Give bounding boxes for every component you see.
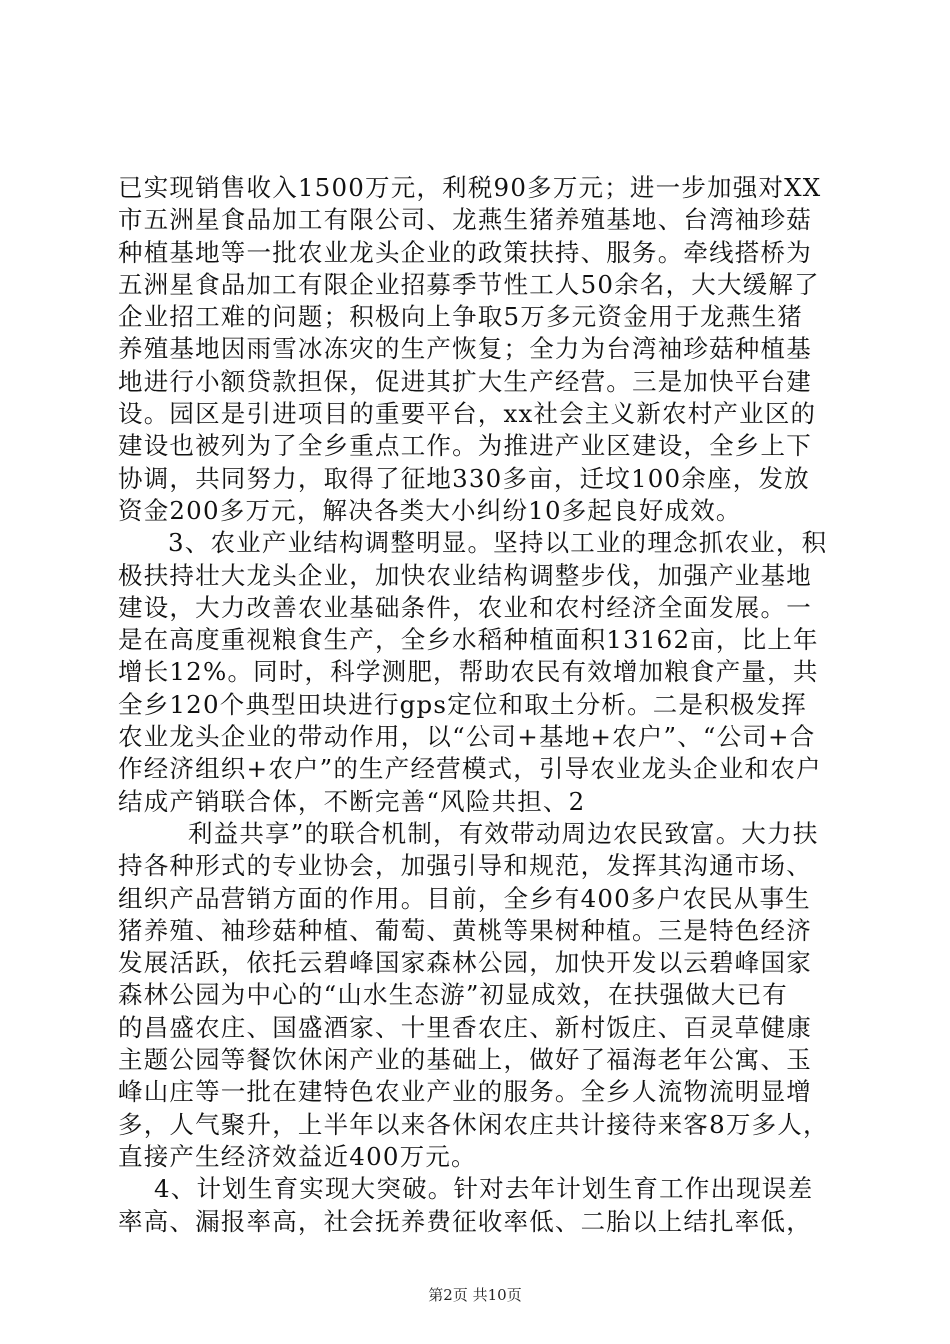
text-line: 已实现销售收入1500万元，利税90多万元；进一步加强对XX xyxy=(118,173,822,202)
text-line: 种植基地等一批农业龙头企业的政策扶持、服务。牵线搭桥为 xyxy=(118,237,812,267)
text-line: 建设也被列为了全乡重点工作。为推进产业区建设，全乡上下 xyxy=(118,431,812,461)
text-line: 极扶持壮大龙头企业，加快农业结构调整步伐，加强产业基地 xyxy=(118,560,812,590)
page-number-footer: 第2页 共10页 xyxy=(428,1286,522,1304)
text-line: 设。园区是引进项目的重要平台，xx社会主义新农村产业区的 xyxy=(118,399,817,429)
text-line: 养殖基地因雨雪冰冻灾的生产恢复；全力为台湾袖珍菇种植基 xyxy=(118,334,812,364)
text-line: 直接产生经济效益近400万元。 xyxy=(118,1141,477,1171)
body-text xyxy=(118,172,838,1238)
text-line: 发展活跃，依托云碧峰国家森林公园，加快开发以云碧峰国家 xyxy=(118,948,812,978)
text-line: 地进行小额贷款担保，促进其扩大生产经营。三是加快平台建 xyxy=(118,366,812,396)
text-line: 市五洲星食品加工有限公司、龙燕生猪养殖基地、台湾袖珍菇 xyxy=(118,205,812,235)
text-line: 的昌盛农庄、国盛酒家、十里香农庄、新村饭庄、百灵草健康 xyxy=(118,1012,812,1042)
text-line: 多，人气聚升，上半年以来各休闲农庄共计接待来客8万多人， xyxy=(118,1109,829,1139)
paragraph-3-start: 3、农业产业结构调整明显。坚持以工业的理念抓农业，积 xyxy=(168,528,828,558)
text-line: 是在高度重视粮食生产，全乡水稻种植面积13162亩，比上年 xyxy=(118,625,819,655)
text-line: 作经济组织+农户”的生产经营模式，引导农业龙头企业和农户 xyxy=(118,754,822,784)
text-line: 农业龙头企业的带动作用，以“公司+基地+农户”、“公司+合 xyxy=(118,722,816,752)
text-line: 持各种形式的专业协会，加强引导和规范，发挥其沟通市场、 xyxy=(118,851,812,881)
text-line: 资金200多万元，解决各类大小纠纷10多起良好成效。 xyxy=(118,495,742,525)
text-line: 主题公园等餐饮休闲产业的基础上，做好了福海老年公寓、玉 xyxy=(118,1045,812,1075)
text-line: 五洲星食品加工有限企业招募季节性工人50余名，大大缓解了 xyxy=(118,269,820,299)
text-line: 建设，大力改善农业基础条件，农业和农村经济全面发展。一 xyxy=(118,592,812,622)
text-line: 企业招工难的问题；积极向上争取5万多元资金用于龙燕生猪 xyxy=(118,302,803,332)
text-line: 增长12%。同时，科学测肥，帮助农民有效增加粮食产量，共 xyxy=(118,657,819,687)
text-line: 组织产品营销方面的作用。目前，全乡有400多户农民从事生 xyxy=(118,883,811,913)
text-line: 峰山庄等一批在建特色农业产业的服务。全乡人流物流明显增 xyxy=(118,1077,812,1107)
text-line: 率高、漏报率高，社会抚养费征收率低、二胎以上结扎率低， xyxy=(118,1206,812,1236)
text-line: 猪养殖、袖珍菇种植、葡萄、黄桃等果树种植。三是特色经济 xyxy=(118,915,812,945)
text-line: 森林公园为中心的“山水生态游”初显成效，在扶强做大已有 xyxy=(118,980,788,1010)
continuation-line: 利益共享”的联合机制，有效带动周边农民致富。大力扶 xyxy=(188,818,819,848)
text-line: 结成产销联合体，不断完善“风险共担、2 xyxy=(118,786,586,816)
paragraph-4-start: 4、计划生育实现大突破。针对去年计划生育工作出现误差 xyxy=(154,1174,814,1204)
text-line: 协调，共同努力，取得了征地330多亩，迁坟100余座，发放 xyxy=(118,463,810,493)
text-line: 全乡120个典型田块进行gps定位和取土分析。二是积极发挥 xyxy=(118,689,808,719)
